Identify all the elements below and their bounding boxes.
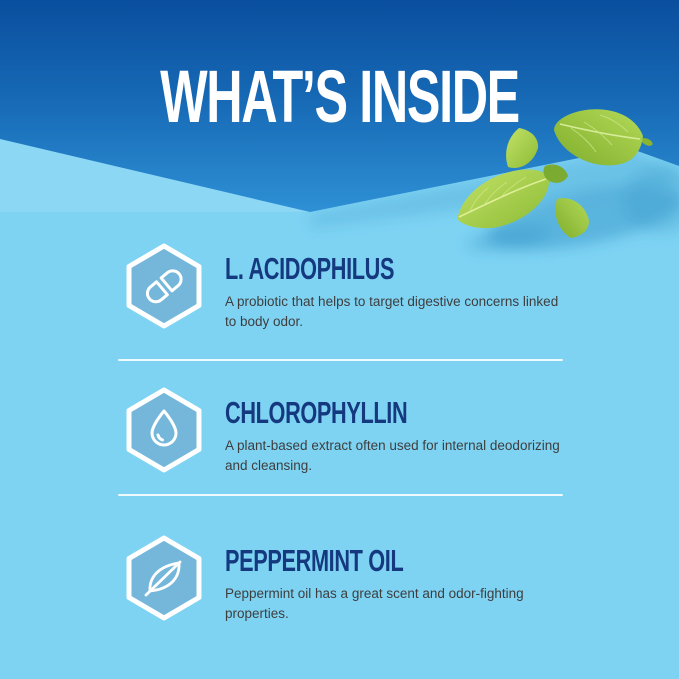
hexagon-shape	[129, 246, 199, 326]
ingredient-row-chlorophyllin	[125, 387, 595, 475]
ingredient-row-peppermint	[125, 535, 595, 623]
hexagon-badge	[125, 243, 203, 329]
page-title: WHAT’S INSIDE	[160, 55, 519, 138]
hexagon-badge	[125, 535, 203, 621]
hexagon-badge	[125, 387, 203, 473]
ingredient-title: CHLOROPHYLLIN	[225, 395, 408, 430]
ingredient-description: A probiotic that helps to target digestive concerns linked to body odor.	[225, 294, 559, 329]
ingredient-row-acidophilus	[125, 243, 595, 331]
section-divider	[118, 359, 563, 361]
ingredient-description: A plant-based extract often used for internal deodorizing and cleansing.	[225, 438, 560, 473]
hexagon-shape	[129, 390, 199, 470]
ingredient-title: L. ACIDOPHILUS	[225, 251, 395, 286]
section-divider	[118, 494, 563, 496]
ingredient-description: Peppermint oil has a great scent and odor-fighting properties.	[225, 586, 524, 621]
ingredient-text	[225, 243, 575, 331]
ingredient-text	[225, 535, 575, 623]
ingredient-text	[225, 387, 575, 475]
ingredient-title: PEPPERMINT OIL	[225, 543, 404, 578]
